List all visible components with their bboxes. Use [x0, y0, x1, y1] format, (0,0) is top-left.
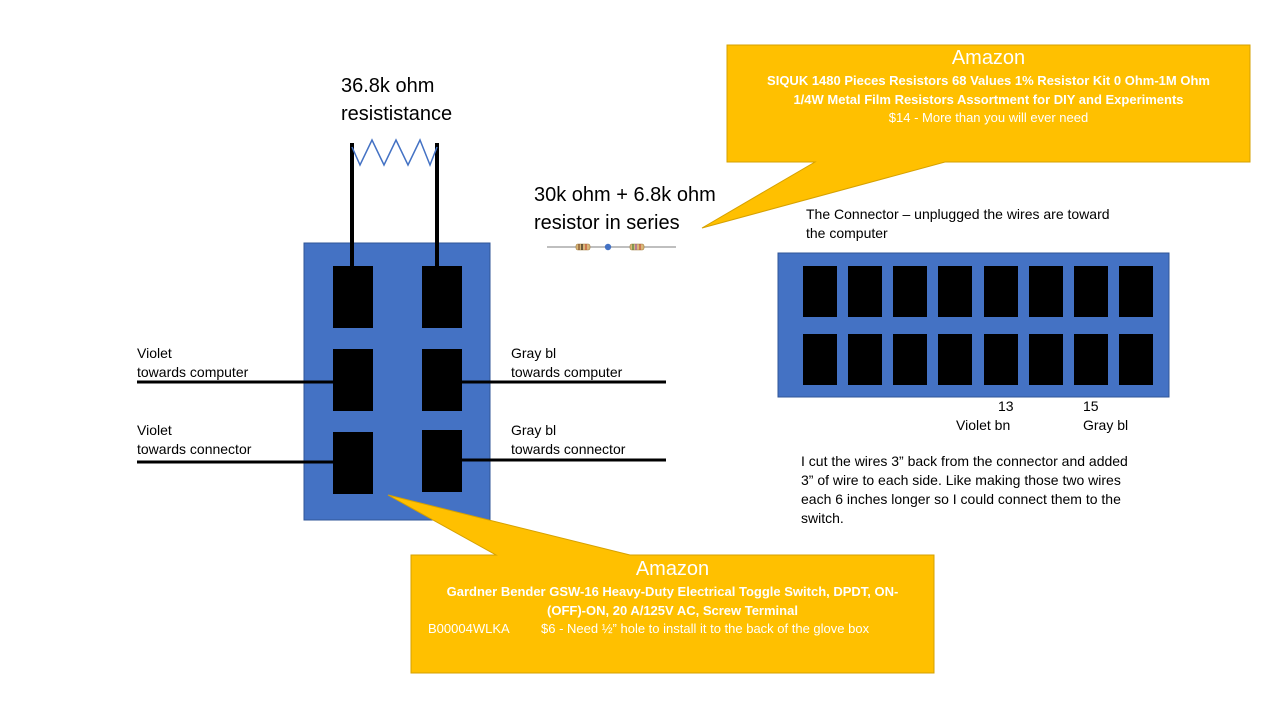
switch-terminal	[333, 349, 373, 411]
series-resistors-image	[547, 244, 676, 250]
wire-color: Gray bl	[511, 422, 557, 438]
switch-terminal	[333, 266, 373, 328]
notes-line: each 6 inches longer so I could connect them to the	[801, 491, 1121, 507]
resistance-value: 36.8k ohm	[341, 75, 435, 97]
label-gray-connector	[511, 421, 625, 459]
wire-color: Gray bl	[511, 345, 557, 361]
product-line: (OFF)-ON, 20 A/125V AC, Screw Terminal	[547, 603, 798, 618]
pin-15-number: 15	[1083, 398, 1099, 414]
wire-direction: towards connector	[137, 441, 252, 457]
product-line: Gardner Bender GSW-16 Heavy-Duty Electrical Toggle Switch, DPDT, ON-	[446, 584, 899, 599]
notes-line: switch.	[801, 510, 844, 526]
callout-resistors-title: Amazon	[951, 47, 1026, 69]
switch-terminal	[422, 266, 462, 328]
switch-terminal	[422, 349, 462, 411]
callout-resistors	[727, 47, 1250, 125]
callout-resistors-price: $14 - More than you will ever need	[888, 110, 1089, 125]
callout-switch-details	[411, 621, 934, 640]
label-violet-computer	[137, 344, 248, 382]
callout-switch-asin: B00004WLKA	[428, 621, 510, 636]
product-line: 1/4W Metal Film Resistors Assortment for DIY and Experiments	[793, 92, 1184, 107]
product-line: SIQUK 1480 Pieces Resistors 68 Values 1% Resistor Kit 0 Ohm-1M Ohm	[767, 73, 1210, 88]
callout-switch-product	[411, 582, 934, 620]
resistance-word: resististance	[341, 103, 453, 125]
connector-caption-line: the computer	[806, 225, 888, 241]
resistance-label	[341, 72, 452, 128]
notes-line: I cut the wires 3” back from the connector and added	[801, 453, 1128, 469]
wire-direction: towards connector	[511, 441, 626, 457]
callout-resistors-product	[727, 71, 1250, 109]
connector-caption-line: The Connector – unplugged the wires are toward	[806, 206, 1110, 222]
pin-15-label: Gray bl	[1083, 417, 1129, 433]
series-description: resistor in series	[534, 212, 680, 234]
wire-color: Violet	[137, 345, 172, 361]
pin-13-label: Violet bn	[956, 417, 1011, 433]
callout-switch	[411, 558, 934, 640]
wire-color: Violet	[137, 422, 172, 438]
wiring-notes	[801, 452, 1128, 528]
callout-switch-price: $6 - Need ½” hole to install it to the back of the glove box	[541, 621, 870, 636]
label-violet-connector	[137, 421, 251, 459]
series-resistor-label	[534, 181, 716, 237]
wire-direction: towards computer	[137, 364, 249, 380]
wire-direction: towards computer	[511, 364, 623, 380]
callout-switch-title: Amazon	[635, 558, 710, 580]
resistor-symbol	[352, 140, 437, 165]
pin-13-number: 13	[998, 398, 1014, 414]
series-values: 30k ohm + 6.8k ohm	[534, 184, 716, 206]
notes-line: 3” of wire to each side. Like making those two wires	[801, 472, 1121, 488]
label-gray-computer	[511, 344, 622, 382]
connector-caption	[806, 205, 1110, 243]
